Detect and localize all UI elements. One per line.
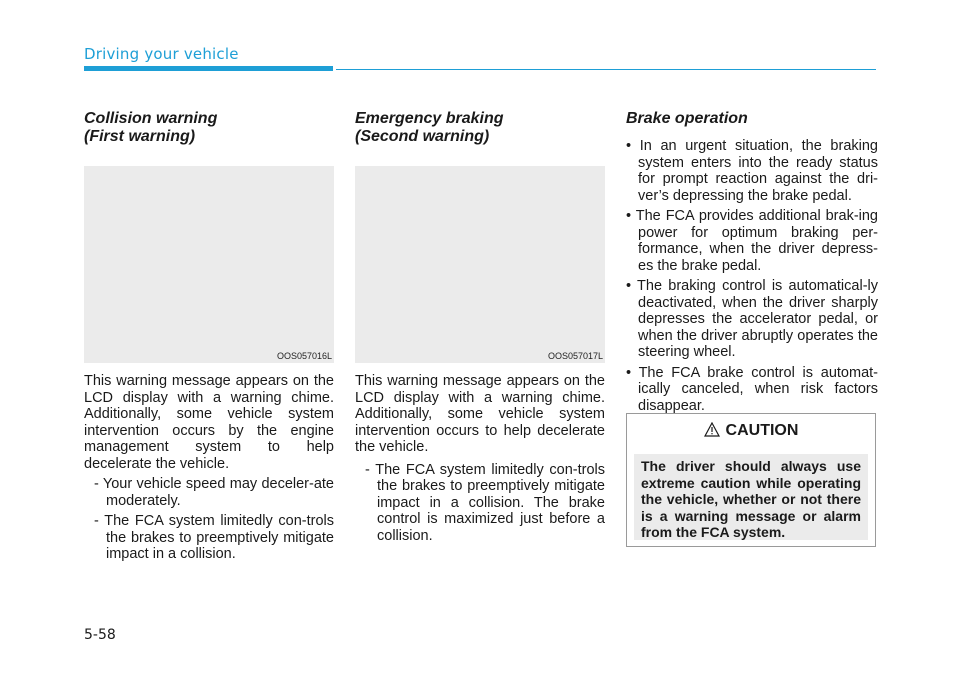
warning-triangle-icon	[704, 422, 720, 442]
collision-warning-column	[84, 110, 334, 563]
list-item: - Your vehicle speed may deceler-ate moderately.	[94, 476, 334, 509]
collision-warning-title	[84, 110, 334, 146]
page-number: 5-58	[84, 627, 116, 643]
brake-operation-title: Brake operation	[626, 110, 748, 127]
emergency-braking-title	[355, 110, 605, 146]
image-code-label: OOS057017L	[547, 351, 603, 361]
list-item: - The FCA system limitedly con-trols the brakes to preemptively mitigate impact in a collision. The brake control is maximized just before a collision.	[365, 461, 605, 544]
brake-operation-list	[626, 138, 878, 414]
emergency-braking-title-line1: Emergency braking	[355, 110, 504, 127]
header-divider-line	[336, 69, 876, 70]
section-header-title: Driving your vehicle	[84, 45, 239, 63]
caution-label: CAUTION	[725, 422, 799, 439]
list-item: - The FCA system limitedly con-trols the brakes to preemptively mitigate impact in a collision.	[94, 513, 334, 562]
caution-text: The driver should always use extreme caution while operating the vehicle, whether or not there is a warning message or alarm from the FCA system.	[634, 454, 868, 540]
list-item: • The FCA brake control is automat-ically canceled, when risk factors disappear.	[626, 364, 878, 414]
emergency-braking-column	[355, 110, 605, 544]
list-item: • The braking control is automatical-ly deactivated, when the driver sharply depresses the accelerator pedal, or when the driver abruptly operates the steering wheel.	[626, 278, 878, 360]
caution-header	[627, 422, 875, 442]
list-item: • In an urgent situation, the braking system enters into the ready status for prompt reaction against the dri-ver’s depressing the brake pedal.	[626, 138, 878, 204]
collision-warning-image	[84, 166, 334, 363]
caution-box	[626, 413, 876, 547]
list-item: • The FCA provides additional brak-ing power for optimum braking per-formance, when the driver depress-es the brake pedal.	[626, 208, 878, 274]
collision-warning-title-line1: Collision warning	[84, 110, 218, 127]
emergency-braking-paragraph: This warning message appears on the LCD display with a warning chime. Additionally, some vehicle system intervention occurs to help decelerate the vehicle.	[355, 373, 605, 455]
emergency-braking-image	[355, 166, 605, 363]
header-accent-bar	[84, 66, 333, 71]
emergency-braking-title-line2: (Second warning)	[355, 128, 490, 145]
image-code-label: OOS057016L	[276, 351, 332, 361]
collision-warning-paragraph: This warning message appears on the LCD display with a warning chime. Additionally, some vehicle system intervention occurs by the engine management system to help decelerate the vehicle.	[84, 373, 334, 472]
collision-warning-title-line2: (First warning)	[84, 128, 196, 145]
brake-operation-column	[626, 110, 878, 418]
